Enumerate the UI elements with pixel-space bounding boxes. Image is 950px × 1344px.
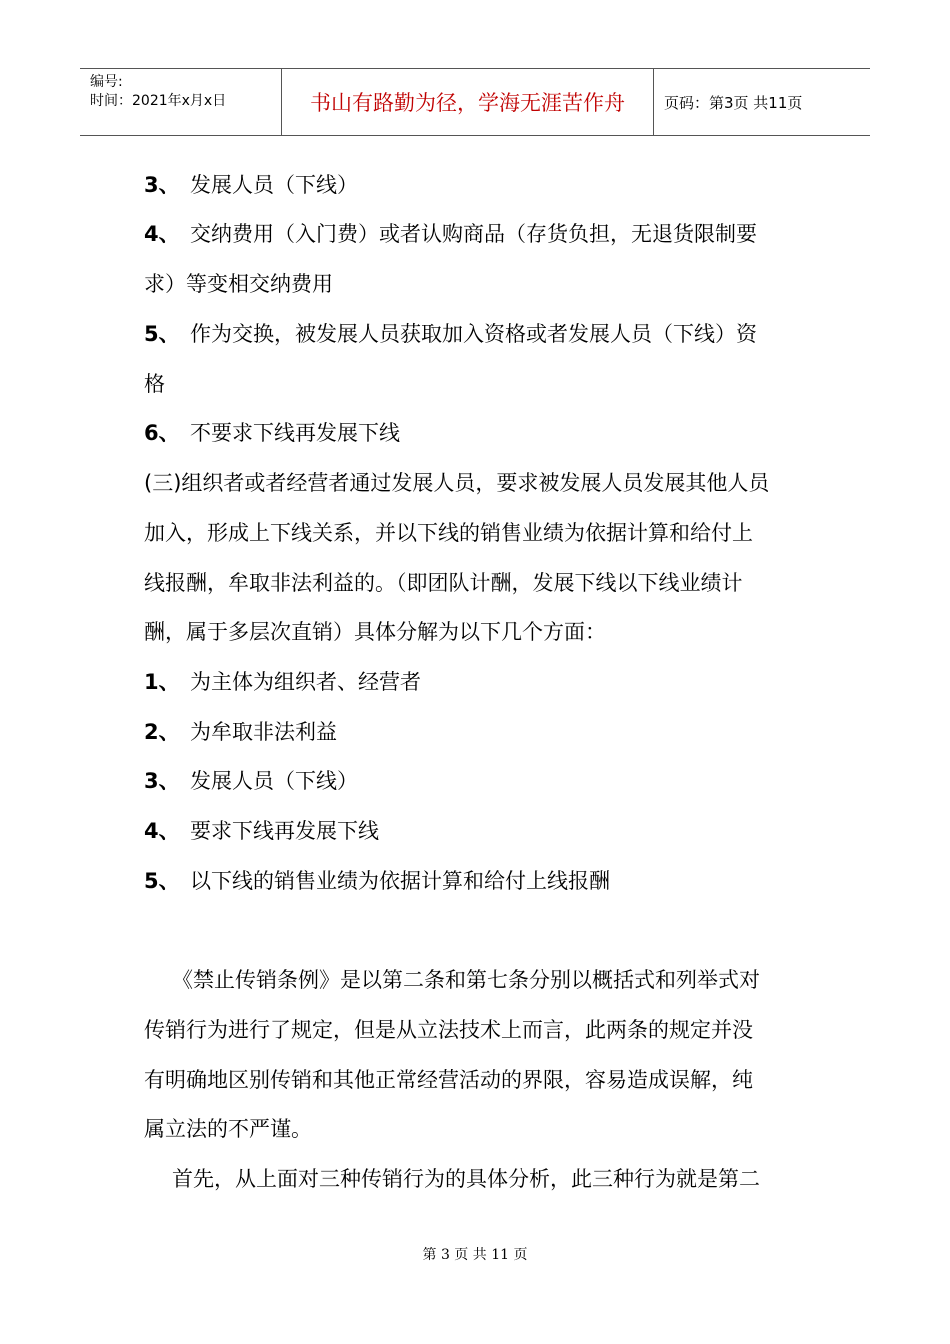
- list-item: [144, 866, 610, 896]
- list-item-number: 1、: [144, 670, 180, 694]
- list-item-number: 5、: [144, 869, 180, 893]
- list-item: [144, 319, 757, 349]
- list-item-text: 发展人员（下线）: [190, 173, 358, 197]
- list-item-number: 2、: [144, 720, 180, 744]
- list-item-continuation: 格: [144, 372, 165, 396]
- paragraph-line: 首先，从上面对三种传销行为的具体分析，此三种行为就是第二: [172, 1167, 760, 1191]
- header-page-cell: [654, 69, 870, 135]
- document-number-label: 编号:: [90, 74, 123, 90]
- paragraph-line: 传销行为进行了规定，但是从立法技术上而言，此两条的规定并没: [144, 1018, 753, 1042]
- list-item-text: 为主体为组织者、经营者: [190, 670, 421, 694]
- list-item: [144, 717, 337, 747]
- list-item-continuation: 求）等变相交纳费用: [144, 272, 333, 296]
- list-item-number: 4、: [144, 819, 180, 843]
- header-meta-cell: [80, 69, 282, 135]
- list-item-number: 6、: [144, 421, 180, 445]
- list-item-text: 作为交换，被发展人员获取加入资格或者发展人员（下线）资: [190, 322, 757, 346]
- list-item-text: 不要求下线再发展下线: [190, 421, 400, 445]
- list-item-number: 3、: [144, 769, 180, 793]
- paragraph-line: 《禁止传销条例》是以第二条和第七条分别以概括式和列举式对: [172, 968, 760, 992]
- list-item: [144, 418, 400, 448]
- list-item-text: 以下线的销售业绩为依据计算和给付上线报酬: [190, 869, 610, 893]
- list-item: [144, 170, 358, 200]
- page-footer: 第 3 页 共 11 页: [422, 1247, 528, 1263]
- paragraph-line: 加入，形成上下线关系，并以下线的销售业绩为依据计算和给付上: [144, 521, 753, 545]
- list-item-number: 4、: [144, 222, 180, 246]
- header-motto-cell: [282, 69, 654, 135]
- list-item-text: 交纳费用（入门费）或者认购商品（存货负担，无退货限制要: [190, 222, 757, 246]
- list-item: [144, 816, 379, 846]
- list-item: [144, 667, 421, 697]
- list-item-text: 为牟取非法利益: [190, 720, 337, 744]
- paragraph-line: (三)组织者或者经营者通过发展人员，要求被发展人员发展其他人员: [144, 471, 770, 495]
- header-page-code: 页码：第3页 共11页: [664, 94, 803, 112]
- document-header: [80, 68, 870, 136]
- list-item-text: 要求下线再发展下线: [190, 819, 379, 843]
- header-motto: 书山有路勤为径，学海无涯苦作舟: [310, 91, 625, 115]
- list-item: [144, 219, 757, 249]
- paragraph-line: 线报酬，牟取非法利益的。（即团队计酬，发展下线以下线业绩计: [144, 571, 743, 595]
- list-item-number: 5、: [144, 322, 180, 346]
- paragraph-line: 属立法的不严谨。: [144, 1117, 312, 1141]
- paragraph-line: 有明确地区别传销和其他正常经营活动的界限，容易造成误解，纯: [144, 1068, 753, 1092]
- list-item: [144, 766, 358, 796]
- list-item-text: 发展人员（下线）: [190, 769, 358, 793]
- paragraph-line: 酬，属于多层次直销）具体分解为以下几个方面：: [144, 620, 606, 644]
- list-item-number: 3、: [144, 173, 180, 197]
- document-time-label: 时间：2021年x月x日: [90, 93, 227, 109]
